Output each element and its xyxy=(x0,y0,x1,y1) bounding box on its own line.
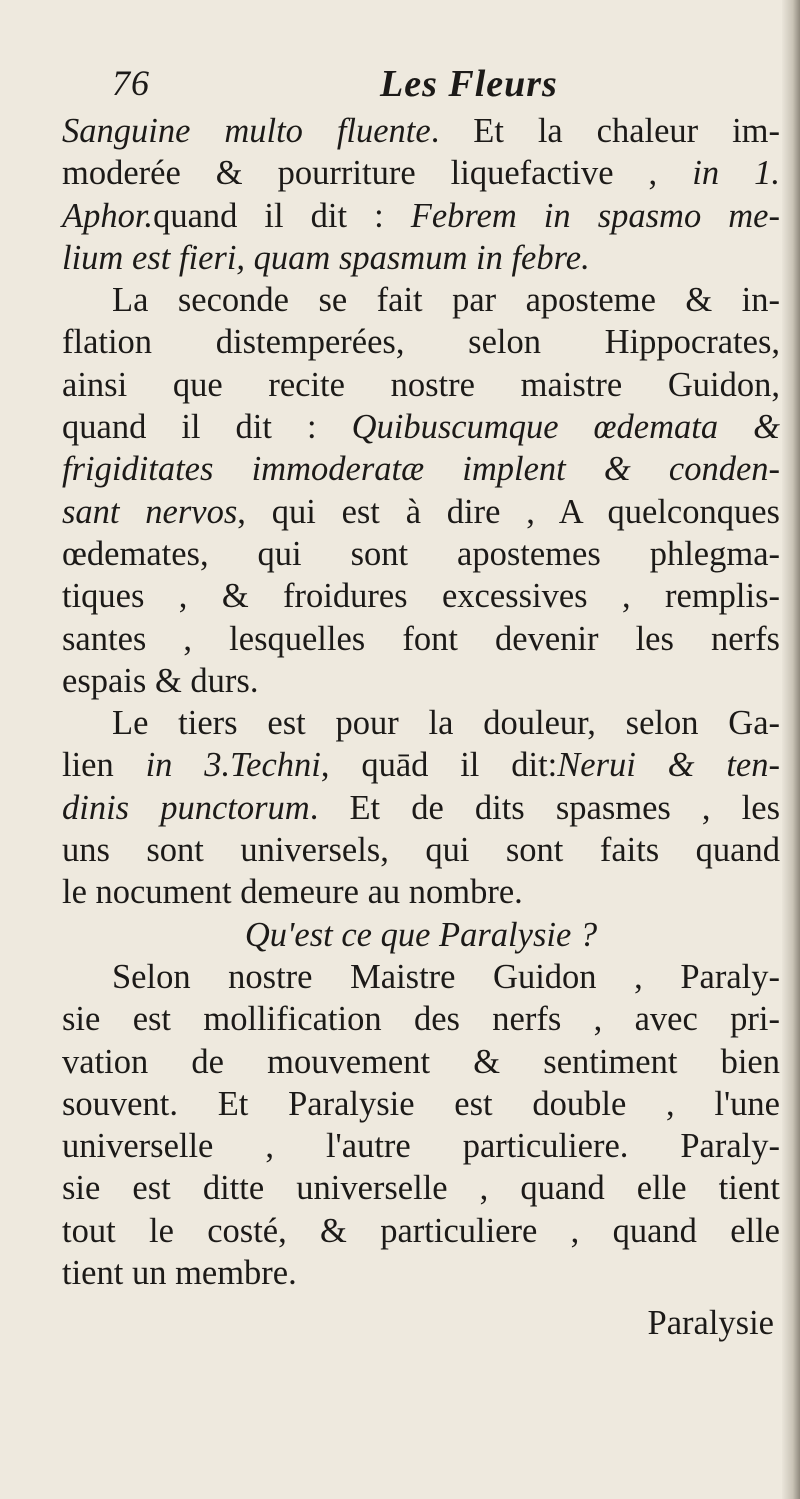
text-line xyxy=(62,744,780,786)
text-line xyxy=(62,787,780,829)
italic-segment: Aphor. xyxy=(62,196,154,235)
roman-segment: quand il dit : xyxy=(153,196,411,235)
text-line xyxy=(62,152,780,194)
text-line xyxy=(62,871,780,913)
text-line xyxy=(62,406,780,448)
roman-segment: sie est mollification des nerfs , avec pri- xyxy=(62,1000,780,1039)
text-line xyxy=(62,491,780,533)
italic-segment: in 1. xyxy=(692,154,780,193)
roman-segment: tiques , & froidures excessives , remplis- xyxy=(62,577,780,616)
text-line xyxy=(62,364,780,406)
roman-segment: espais & durs. xyxy=(62,661,259,700)
text-line xyxy=(62,237,780,279)
italic-segment: in 3.Techni xyxy=(145,746,321,785)
italic-segment: lium est fieri, quam spasmum in febre. xyxy=(62,238,590,277)
text-line xyxy=(62,618,780,660)
text-line xyxy=(62,321,780,363)
roman-segment: œdemates, qui sont apostemes phlegma- xyxy=(62,534,780,573)
text-line xyxy=(62,1041,780,1083)
roman-segment: universelle , l'autre particuliere. Paraly- xyxy=(62,1127,780,1166)
text-line xyxy=(62,1210,780,1252)
text-line xyxy=(62,956,780,998)
italic-segment: Nerui & ten- xyxy=(557,746,780,785)
roman-segment: . Et la chaleur im- xyxy=(430,112,780,150)
italic-segment: Qu'est ce que Paralysie ? xyxy=(244,915,598,954)
roman-segment: sie est ditte universelle , quand elle tient xyxy=(62,1169,780,1208)
text-line xyxy=(62,575,780,617)
roman-segment: quand il dit : xyxy=(62,408,352,447)
text-line xyxy=(62,1125,780,1167)
italic-segment: dinis punctorum xyxy=(62,788,310,827)
text-line xyxy=(62,660,780,702)
roman-segment: . Et de dits spasmes , les xyxy=(309,788,780,827)
italic-segment: Sanguine multo fluente xyxy=(62,112,431,150)
italic-segment: frigiditates immoderatæ implent & conden- xyxy=(62,450,780,489)
roman-segment: ainsi que recite nostre maistre Guidon, xyxy=(62,365,780,404)
roman-segment: , qui est à dire , A quelconques xyxy=(237,492,780,531)
text-line xyxy=(62,1252,780,1294)
text-line xyxy=(62,998,780,1040)
text-line xyxy=(62,279,780,321)
roman-segment: tout le costé, & particuliere , quand elle xyxy=(62,1211,780,1250)
roman-segment: moderée & pourriture liquefactive , xyxy=(62,154,693,193)
roman-segment: Le tiers est pour la douleur, selon Ga- xyxy=(112,704,780,743)
roman-segment: tient un membre. xyxy=(62,1254,297,1293)
italic-segment: Febrem in spasmo me- xyxy=(410,196,780,235)
text-line xyxy=(62,1167,780,1209)
roman-segment: vation de mouvement & sentiment bien xyxy=(62,1042,780,1081)
roman-segment: le nocument demeure au nombre. xyxy=(62,873,523,912)
text-line xyxy=(62,914,780,956)
running-head: Les Fleurs xyxy=(380,63,558,105)
page-edge-shadow xyxy=(782,0,800,1499)
italic-segment: sant nervos xyxy=(62,492,238,531)
roman-segment: flation distemperées, selon Hippocrates, xyxy=(62,323,780,362)
body-text xyxy=(62,110,780,1294)
roman-segment: uns sont universels, qui sont faits quand xyxy=(62,831,780,870)
roman-segment: lien xyxy=(62,746,146,785)
text-line xyxy=(62,533,780,575)
page-number: 76 xyxy=(112,63,150,103)
roman-segment: , quād il dit: xyxy=(320,746,558,785)
text-block xyxy=(62,62,780,1345)
roman-segment: La seconde se fait par aposteme & in- xyxy=(112,281,780,320)
roman-segment: souvent. Et Paralysie est double , l'une xyxy=(62,1084,780,1123)
italic-segment: Quibuscumque œdemata & xyxy=(351,408,780,447)
text-line xyxy=(62,448,780,490)
page-header xyxy=(62,62,780,110)
text-line xyxy=(62,110,780,152)
text-line xyxy=(62,1083,780,1125)
text-line xyxy=(62,195,780,237)
roman-segment: santes , lesquelles font devenir les nerfs xyxy=(62,619,780,658)
text-line xyxy=(62,829,780,871)
text-line xyxy=(62,702,780,744)
roman-segment: Selon nostre Maistre Guidon , Paraly- xyxy=(112,957,780,996)
catchword: Paralysie xyxy=(647,1304,774,1343)
